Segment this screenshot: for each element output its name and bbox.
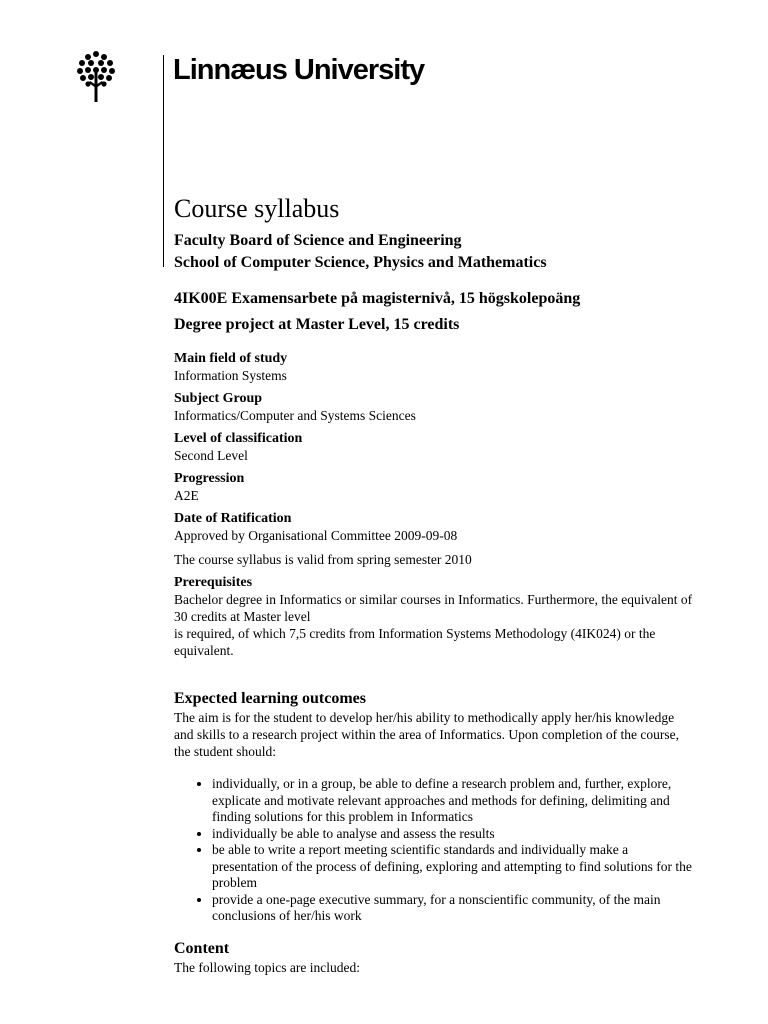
ratification-block bbox=[174, 510, 694, 544]
prerequisites-label: Prerequisites bbox=[174, 575, 253, 590]
outcomes-list bbox=[174, 776, 694, 925]
outcomes-intro: The aim is for the student to develop her/his ability to methodically apply her/his knowledge and skills to a research project within the area of Informatics. Upon completion of the course, the student should: bbox=[174, 710, 679, 759]
content-intro: The following topics are included: bbox=[174, 959, 360, 975]
level-label: Level of classification bbox=[174, 431, 303, 446]
prerequisites-text-1: Bachelor degree in Informatics or similar courses in Informatics. Furthermore, the equivalent of 30 credits at Master level bbox=[174, 592, 693, 624]
main-field-label: Main field of study bbox=[174, 351, 288, 366]
faculty-name: Faculty Board of Science and Engineering bbox=[174, 232, 462, 249]
list-item: • be able to write a report meeting scientific standards and individually make a presentation of the process of defining, exploring and attempting to find solutions for the problem bbox=[212, 842, 694, 892]
list-item: • provide a one-page executive summary, for a nonscientific community, of the main conclusions of her/his work bbox=[212, 892, 694, 925]
progression-block bbox=[174, 470, 694, 504]
prerequisites-text-2: is required, of which 7,5 credits from Information Systems Methodology (4IK024) or the equivalent. bbox=[174, 626, 656, 658]
university-logo-wordmark: Linnæus University bbox=[173, 54, 425, 86]
valid-from-text: The course syllabus is valid from spring semester 2010 bbox=[174, 552, 472, 567]
header-divider bbox=[163, 55, 164, 267]
ratification-label: Date of Ratification bbox=[174, 511, 292, 526]
course-title-swedish: 4IK00E Examensarbete på magisternivå, 15 högskolepoäng bbox=[174, 290, 581, 307]
school-name: School of Computer Science, Physics and Mathematics bbox=[174, 254, 547, 271]
level-block bbox=[174, 430, 694, 464]
list-item: • individually, or in a group, be able to define a research problem and, further, explore, explicate and motivate relevant approaches and methods for defining, delimiting and finding solutions for this problem in Informatics bbox=[212, 776, 694, 826]
subject-group-value: Informatics/Computer and Systems Sciences bbox=[174, 408, 416, 423]
prerequisites-block bbox=[174, 574, 694, 659]
outcomes-heading: Expected learning outcomes bbox=[174, 690, 366, 707]
progression-label: Progression bbox=[174, 471, 245, 486]
subject-group-block bbox=[174, 390, 694, 424]
progression-value: A2E bbox=[174, 488, 199, 503]
syllabus-body bbox=[174, 192, 694, 976]
page-title: Course syllabus bbox=[174, 194, 340, 223]
main-field-block bbox=[174, 350, 694, 384]
main-field-value: Information Systems bbox=[174, 368, 287, 383]
ratification-value: Approved by Organisational Committee 2009-09-08 bbox=[174, 528, 458, 543]
list-item: • individually be able to analyse and assess the results bbox=[212, 826, 694, 843]
university-logo-tree-icon bbox=[77, 50, 115, 102]
level-value: Second Level bbox=[174, 448, 248, 463]
content-heading: Content bbox=[174, 939, 230, 957]
subject-group-label: Subject Group bbox=[174, 391, 263, 406]
course-title-english: Degree project at Master Level, 15 credits bbox=[174, 316, 460, 333]
